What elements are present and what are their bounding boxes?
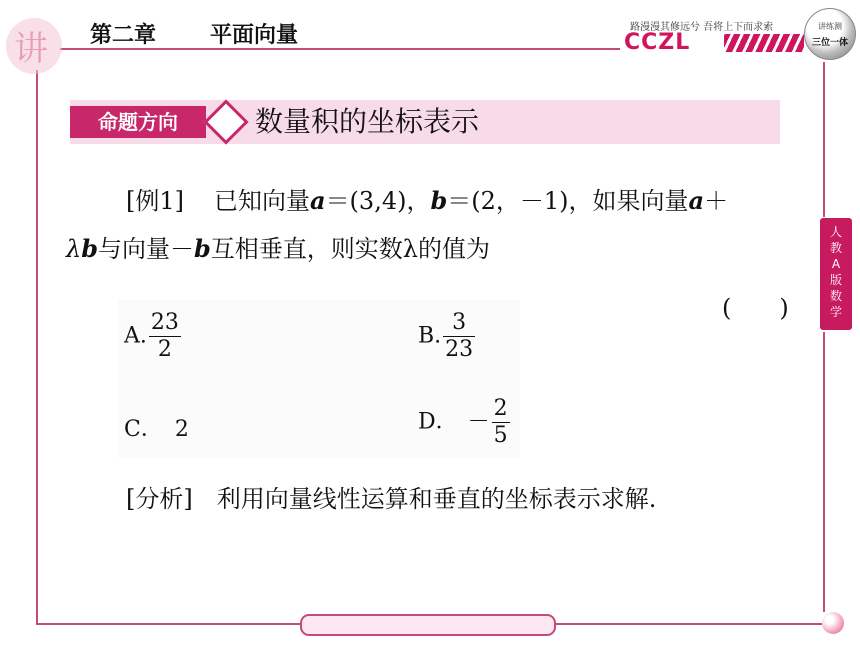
- choice-d-fraction: $\frac{2}{5}$: [493, 396, 508, 448]
- choice-d[interactable]: D． － $\frac{2}{5}$: [418, 396, 508, 448]
- frame-bottom-line-left: [36, 623, 300, 625]
- brand-name: CCZL: [624, 30, 691, 55]
- frame-right-line: [823, 62, 825, 217]
- frame-bottom-line-right: [556, 623, 822, 625]
- diamond-icon: [203, 99, 248, 144]
- choice-b-fraction: $\frac{3}{23}$: [445, 310, 474, 362]
- badge-bottom-text: 三位一体: [811, 38, 848, 48]
- choice-c[interactable]: C． 2: [124, 417, 189, 442]
- section-label: 平面向量: [210, 23, 299, 48]
- frame-right-line-lower: [823, 332, 825, 612]
- seal-logo: [0, 8, 70, 78]
- topic-label: 命题方向: [70, 106, 206, 138]
- chapter-label: 第二章: [90, 23, 157, 48]
- side-tab[interactable]: [820, 218, 852, 330]
- seal-char: 讲: [14, 29, 48, 69]
- footer-dot-icon[interactable]: [822, 612, 844, 634]
- brand-logo: [602, 18, 807, 54]
- choice-a[interactable]: A. $\frac{23}{2}$: [124, 310, 179, 362]
- badge-top-text: 讲练测: [818, 22, 842, 31]
- footer-nav-bar[interactable]: [300, 614, 556, 636]
- side-tab-text: 人 教 A 版 数 学: [829, 225, 842, 319]
- analysis-line: [126, 484, 656, 514]
- choices-panel: [118, 300, 520, 458]
- topic-bar: [70, 100, 780, 144]
- example-tag: [例1]: [126, 187, 184, 215]
- topic-title: 数量积的坐标表示: [255, 105, 480, 138]
- frame-left-line: [36, 70, 38, 625]
- choice-b[interactable]: B. $\frac{3}{23}$: [418, 310, 474, 362]
- problem-line-1: [例1] 已知向量a＝(3,4)，b＝(2，－1)，如果向量a＋: [126, 186, 729, 215]
- choice-a-fraction: $\frac{23}{2}$: [150, 310, 179, 362]
- analysis-tag: [分析]: [126, 485, 193, 513]
- problem-line-2: λb与向量－b互相垂直，则实数λ的值为: [66, 234, 490, 263]
- analysis-text: 利用向量线性运算和垂直的坐标表示求解.: [216, 485, 657, 513]
- brand-slogan: 路漫漫其修远兮 吾将上下而求索: [630, 22, 774, 33]
- brand-badge: [804, 8, 856, 60]
- answer-paren: ( ): [722, 294, 789, 322]
- brand-arrows-icon: [724, 34, 804, 52]
